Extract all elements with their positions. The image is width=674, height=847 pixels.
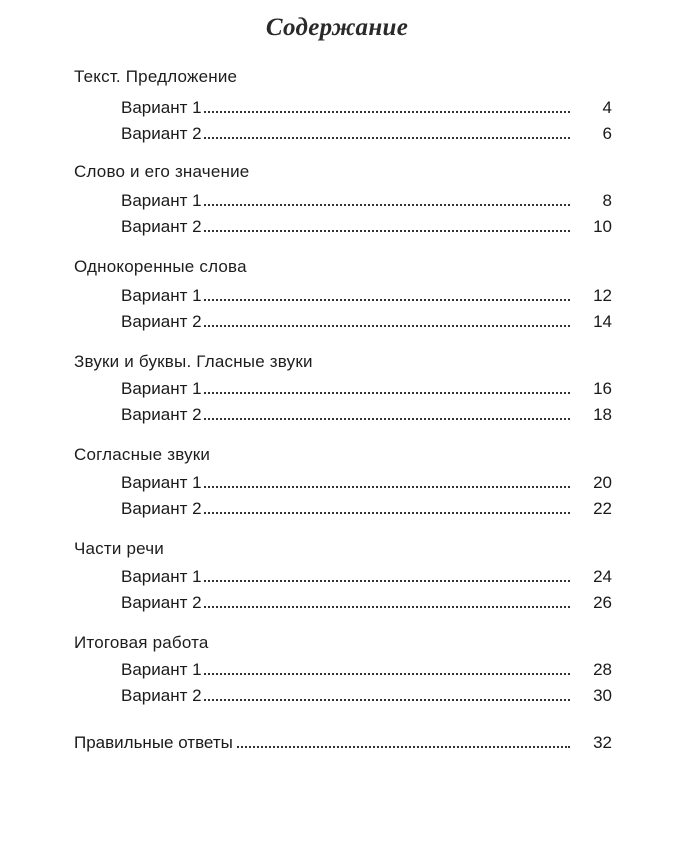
toc-entry[interactable] bbox=[0, 191, 674, 213]
entry-page-number: 12 bbox=[593, 286, 612, 305]
entry-page-number: 8 bbox=[602, 191, 612, 210]
entry-page-number: 16 bbox=[593, 379, 612, 398]
section-title: Текст. Предложение bbox=[74, 67, 238, 86]
entry-label: Вариант 1 bbox=[121, 379, 202, 398]
entry-page-number: 30 bbox=[593, 686, 612, 705]
entry-page-number: 6 bbox=[602, 124, 612, 143]
entry-label: Вариант 2 bbox=[121, 124, 202, 143]
toc-entry[interactable] bbox=[0, 660, 674, 682]
section-title: Согласные звуки bbox=[74, 445, 211, 464]
toc-entry-answers[interactable] bbox=[0, 733, 674, 755]
entry-label: Вариант 1 bbox=[121, 567, 202, 586]
toc-entry[interactable] bbox=[0, 473, 674, 495]
entry-label: Вариант 2 bbox=[121, 499, 202, 518]
toc-entry[interactable] bbox=[0, 217, 674, 239]
toc-entry[interactable] bbox=[0, 686, 674, 708]
entry-label: Правильные ответы bbox=[74, 733, 233, 752]
toc-entry[interactable] bbox=[0, 567, 674, 589]
entry-page-number: 18 bbox=[593, 405, 612, 424]
entry-page-number: 14 bbox=[593, 312, 612, 331]
toc-entry[interactable] bbox=[0, 499, 674, 521]
entry-label: Вариант 2 bbox=[121, 312, 202, 331]
entry-label: Вариант 2 bbox=[121, 593, 202, 612]
toc-entry[interactable] bbox=[0, 379, 674, 401]
entry-label: Вариант 2 bbox=[121, 405, 202, 424]
section-title: Итоговая работа bbox=[74, 633, 209, 652]
entry-page-number: 28 bbox=[593, 660, 612, 679]
toc-entry[interactable] bbox=[0, 286, 674, 308]
toc-entry[interactable] bbox=[0, 98, 674, 120]
entry-page-number: 10 bbox=[593, 217, 612, 236]
section-title: Звуки и буквы. Гласные звуки bbox=[74, 352, 313, 371]
entry-label: Вариант 1 bbox=[121, 473, 202, 492]
section-title: Части речи bbox=[74, 539, 164, 558]
section-title: Однокоренные слова bbox=[74, 257, 247, 276]
entry-label: Вариант 2 bbox=[121, 686, 202, 705]
entry-page-number: 24 bbox=[593, 567, 612, 586]
entry-label: Вариант 1 bbox=[121, 98, 202, 117]
entry-page-number: 22 bbox=[593, 499, 612, 518]
entry-label: Вариант 1 bbox=[121, 660, 202, 679]
toc-entry[interactable] bbox=[0, 405, 674, 427]
page-title: Содержание bbox=[265, 14, 409, 41]
entry-page-number: 20 bbox=[593, 473, 612, 492]
entry-label: Вариант 1 bbox=[121, 286, 202, 305]
section-title: Слово и его значение bbox=[74, 162, 250, 181]
entry-page-number: 32 bbox=[593, 733, 612, 752]
toc-entry[interactable] bbox=[0, 312, 674, 334]
toc-entry[interactable] bbox=[0, 124, 674, 146]
toc-entry[interactable] bbox=[0, 593, 674, 615]
entry-label: Вариант 2 bbox=[121, 217, 202, 236]
entry-page-number: 26 bbox=[593, 593, 612, 612]
entry-label: Вариант 1 bbox=[121, 191, 202, 210]
entry-page-number: 4 bbox=[602, 98, 612, 117]
